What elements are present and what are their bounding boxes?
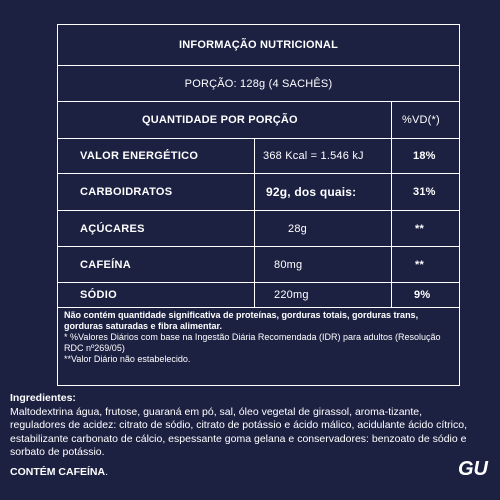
portion-text: PORÇÃO: 128g (4 SACHÊS) <box>184 77 333 90</box>
portion-row <box>58 66 459 101</box>
row-label: CAFEÍNA <box>80 258 131 271</box>
row-vd: 18% <box>413 150 436 162</box>
divider <box>58 307 459 308</box>
ingredients-text: Maltodextrina água, frutose, guaraná em pó, sal, óleo vegetal de girassol, aroma-tizante, reguladores de acidez: citrato de sódio, citrato de potássio e ácido málico, acidulante ácido cítrico, estabilizante carbonato de cálcio, espessante goma gelana e conservadores: benzoato de sódio e sorbato de potássio. <box>10 405 468 458</box>
note-line: **Valor Diário não estabelecido. <box>64 354 191 364</box>
gu-logo: GU <box>458 458 488 480</box>
table-row <box>58 247 459 282</box>
table-row <box>58 139 459 173</box>
row-vd: ** <box>415 258 424 271</box>
caffeine-warning-text: CONTÉM CAFEÍNA <box>10 465 106 478</box>
note-line: * %Valores Diários com base na Ingestão Diária Recomendada (IDR) para adultos (Resolução RDC nº269/05) <box>64 332 441 353</box>
row-label: SÓDIO <box>80 289 117 301</box>
row-value: 220mg <box>274 289 309 301</box>
row-value: 80mg <box>274 258 303 271</box>
ingredients-title: Ingredientes: <box>10 392 76 404</box>
note-line: Não contém quantidade significativa de proteínas, gorduras totais, gorduras trans, gorduras saturadas e fibra alimentar. <box>64 310 419 331</box>
table-row <box>58 283 459 307</box>
ingredients-section <box>10 392 480 479</box>
row-vd: 9% <box>414 289 431 301</box>
caffeine-warning-period: . <box>105 465 109 478</box>
row-vd: ** <box>415 222 424 235</box>
row-value: 28g <box>288 222 307 235</box>
header-row <box>58 102 459 138</box>
table-notes <box>64 310 459 365</box>
row-vd: 31% <box>413 186 436 198</box>
caffeine-warning <box>10 466 480 480</box>
row-label: VALOR ENERGÉTICO <box>80 150 199 162</box>
table-row <box>58 211 459 246</box>
nutrition-title: INFORMAÇÃO NUTRICIONAL <box>179 39 338 51</box>
row-value: 92g, dos quais: <box>266 185 357 199</box>
nutrition-table <box>57 24 460 386</box>
column-divider <box>254 139 255 307</box>
nutrition-title-row <box>58 25 459 65</box>
quantity-header: QUANTIDADE POR PORÇÃO <box>142 114 298 126</box>
row-label: AÇÚCARES <box>80 222 145 235</box>
column-divider <box>391 102 392 307</box>
vd-header: %VD(*) <box>402 114 440 126</box>
row-label: CARBOIDRATOS <box>80 186 173 198</box>
table-row <box>58 174 459 210</box>
row-value: 368 Kcal = 1.546 kJ <box>263 150 364 162</box>
